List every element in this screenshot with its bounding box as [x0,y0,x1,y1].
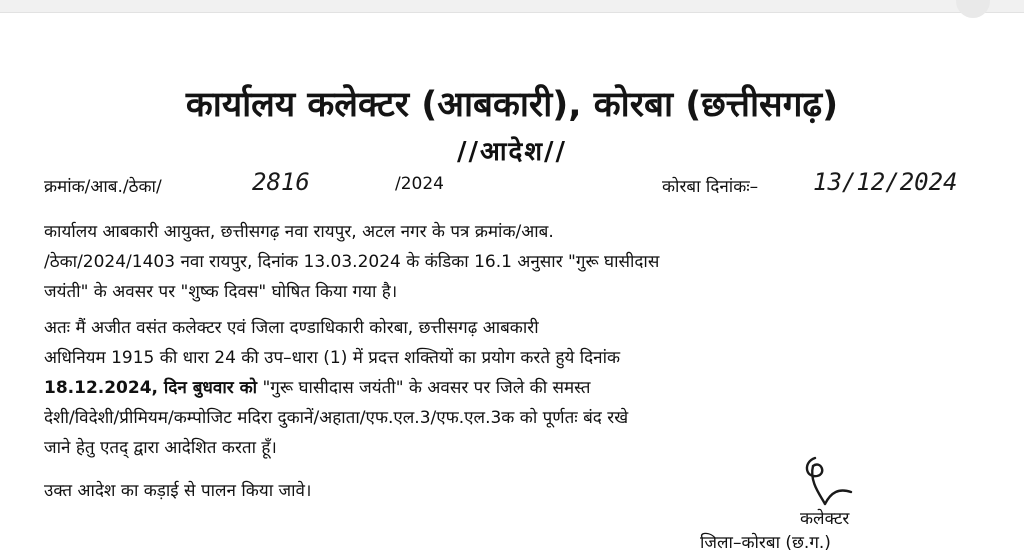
paragraph-line-mixed [44,373,982,403]
paragraph-line: जयंती" के अवसर पर "शुष्क दिवस" घोषित किया गया है। [44,282,398,302]
screenshot-top-bar [0,0,1024,13]
paragraph-line: कार्यालय आबकारी आयुक्त, छत्तीसगढ़ नवा रायपुर, अटल नगर के पत्र क्रमांक/आब. [44,222,554,242]
signature-mark [795,452,865,512]
reference-number-label: क्रमांक/आब./ठेका/ [44,177,162,197]
paragraph-reference [44,217,982,307]
paragraph-line: /ठेका/2024/1403 नवा रायपुर, दिनांक 13.03.2024 के कंडिका 16.1 अनुसार "गुरू घासीदास [44,252,660,272]
corner-shadow [956,0,990,18]
reference-number-handwritten: 2816 [252,168,310,196]
date-label: कोरबा दिनांकः– [662,177,759,197]
order-date-bold: 18.12.2024, दिन बुधवार को [44,378,258,398]
paragraph-line: जाने हेतु एतद् द्वारा आदेशित करता हूँ। [44,438,277,458]
paragraph-line: देशी/विदेशी/प्रीमियम/कम्पोजिट मदिरा दुकानें/अहाता/एफ.एल.3/एफ.एल.3क को पूर्णतः बंद रखे [44,408,629,428]
paragraph-line: उक्त आदेश का कड़ाई से पालन किया जावे। [44,481,312,501]
order-date-rest: "गुरू घासीदास जयंती" के अवसर पर जिले की समस्त [257,378,591,398]
paragraph-line: अधिनियम 1915 की धारा 24 की उप–धारा (1) में प्रदत्त शक्तियों का प्रयोग करते हुये दिनांक [44,348,621,368]
date-handwritten: 13/12/2024 [813,168,958,196]
signature-designation: कलेक्टर [800,509,850,529]
order-heading: //आदेश// [456,137,568,167]
paragraph-order [44,313,982,463]
signature-district: जिला–कोरबा (छ.ग.) [700,533,831,553]
reference-year: /2024 [395,174,444,194]
paragraph-line: अतः मैं अजीत वसंत कलेक्टर एवं जिला दण्डाधिकारी कोरबा, छत्तीसगढ़ आबकारी [44,318,539,338]
office-title: कार्यालय कलेक्टर (आबकारी), कोरबा (छत्तीसगढ़) [185,85,839,125]
